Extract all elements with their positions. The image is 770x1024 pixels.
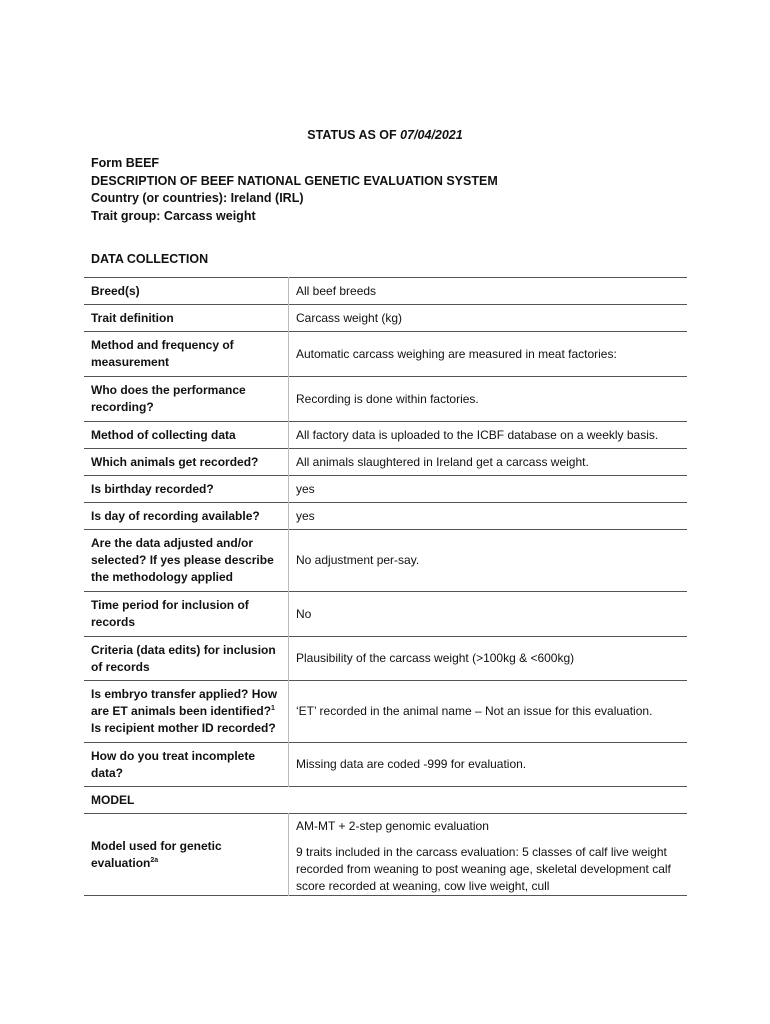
model-answer-line: AM-MT + 2-step genomic evaluation	[296, 819, 489, 833]
row-question-text: Model used for genetic evaluation	[91, 838, 222, 870]
form-name: Form BEEF	[91, 156, 160, 170]
table-row	[84, 592, 687, 637]
table-row	[84, 530, 687, 592]
row-answer	[289, 814, 688, 896]
table-row	[84, 305, 687, 332]
row-question: Is day of recording available?	[84, 503, 289, 530]
table-row	[84, 743, 687, 787]
table-row	[84, 377, 687, 422]
row-answer: yes	[296, 508, 315, 523]
data-collection-table	[84, 277, 687, 896]
footnote-marker: 2a	[150, 856, 159, 864]
row-question: Criteria (data edits) for inclusion of records	[84, 637, 289, 681]
row-answer: Plausibility of the carcass weight (>100kg & <600kg)	[296, 651, 575, 665]
country-line: Country (or countries): Ireland (IRL)	[91, 191, 304, 205]
row-answer: All animals slaughtered in Ireland get a carcass weight.	[296, 454, 589, 469]
row-answer: No adjustment per-say.	[296, 553, 420, 567]
trait-group-line: Trait group: Carcass weight	[91, 208, 256, 223]
row-answer: No	[296, 606, 312, 621]
row-question: Is birthday recorded?	[84, 476, 289, 503]
row-question: Method of collecting data	[84, 422, 289, 449]
row-question-tail: Is recipient mother ID recorded?	[91, 721, 276, 735]
status-line	[0, 128, 770, 142]
row-answer: All factory data is uploaded to the ICBF database on a weekly basis.	[296, 427, 659, 442]
row-question	[84, 681, 289, 743]
table-row	[84, 637, 687, 681]
table-row	[84, 449, 687, 476]
row-answer: yes	[296, 481, 315, 496]
table-row	[84, 332, 687, 377]
row-question: Breed(s)	[84, 278, 289, 305]
row-answer: All beef breeds	[296, 283, 377, 298]
model-heading-row	[84, 787, 687, 814]
row-question: Method and frequency of measurement	[84, 332, 289, 377]
table-row	[84, 422, 687, 449]
footnote-marker: 1	[271, 705, 275, 712]
table-row	[84, 503, 687, 530]
row-question: Who does the performance recording?	[84, 377, 289, 422]
row-answer: Recording is done within factories.	[296, 391, 479, 406]
row-question: Are the data adjusted and/or selected? If yes please describe the methodology applied	[84, 530, 289, 592]
table-row	[84, 681, 687, 743]
row-answer: Missing data are coded -999 for evaluation.	[296, 757, 527, 771]
row-question	[84, 814, 289, 896]
row-answer: ‘ET’ recorded in the animal name – Not an issue for this evaluation.	[296, 704, 653, 718]
status-prefix: STATUS AS OF	[307, 128, 401, 142]
row-question: How do you treat incomplete data?	[84, 743, 289, 787]
table-row	[84, 476, 687, 503]
table-row	[84, 278, 687, 305]
row-question: Trait definition	[84, 305, 289, 332]
table-row	[84, 814, 687, 896]
row-answer: Automatic carcass weighing are measured in meat factories:	[296, 346, 617, 361]
row-answer: Carcass weight (kg)	[296, 310, 403, 325]
row-question-text: Is embryo transfer applied? How are ET animals been identified?	[91, 687, 278, 718]
form-header	[91, 155, 498, 225]
row-question: Which animals get recorded?	[84, 449, 289, 476]
row-question: Time period for inclusion of records	[84, 592, 289, 637]
form-description: DESCRIPTION OF BEEF NATIONAL GENETIC EVALUATION SYSTEM	[91, 173, 498, 188]
status-date: 07/04/2021	[400, 128, 463, 142]
section-title-data-collection: DATA COLLECTION	[91, 252, 209, 266]
model-heading: MODEL	[91, 792, 135, 807]
model-answer-paragraph: 9 traits included in the carcass evaluation: 5 classes of calf live weight recorded from weaning to post weaning age, skeletal development calf score recorded at weaning, cow live weight, cull	[296, 845, 671, 893]
